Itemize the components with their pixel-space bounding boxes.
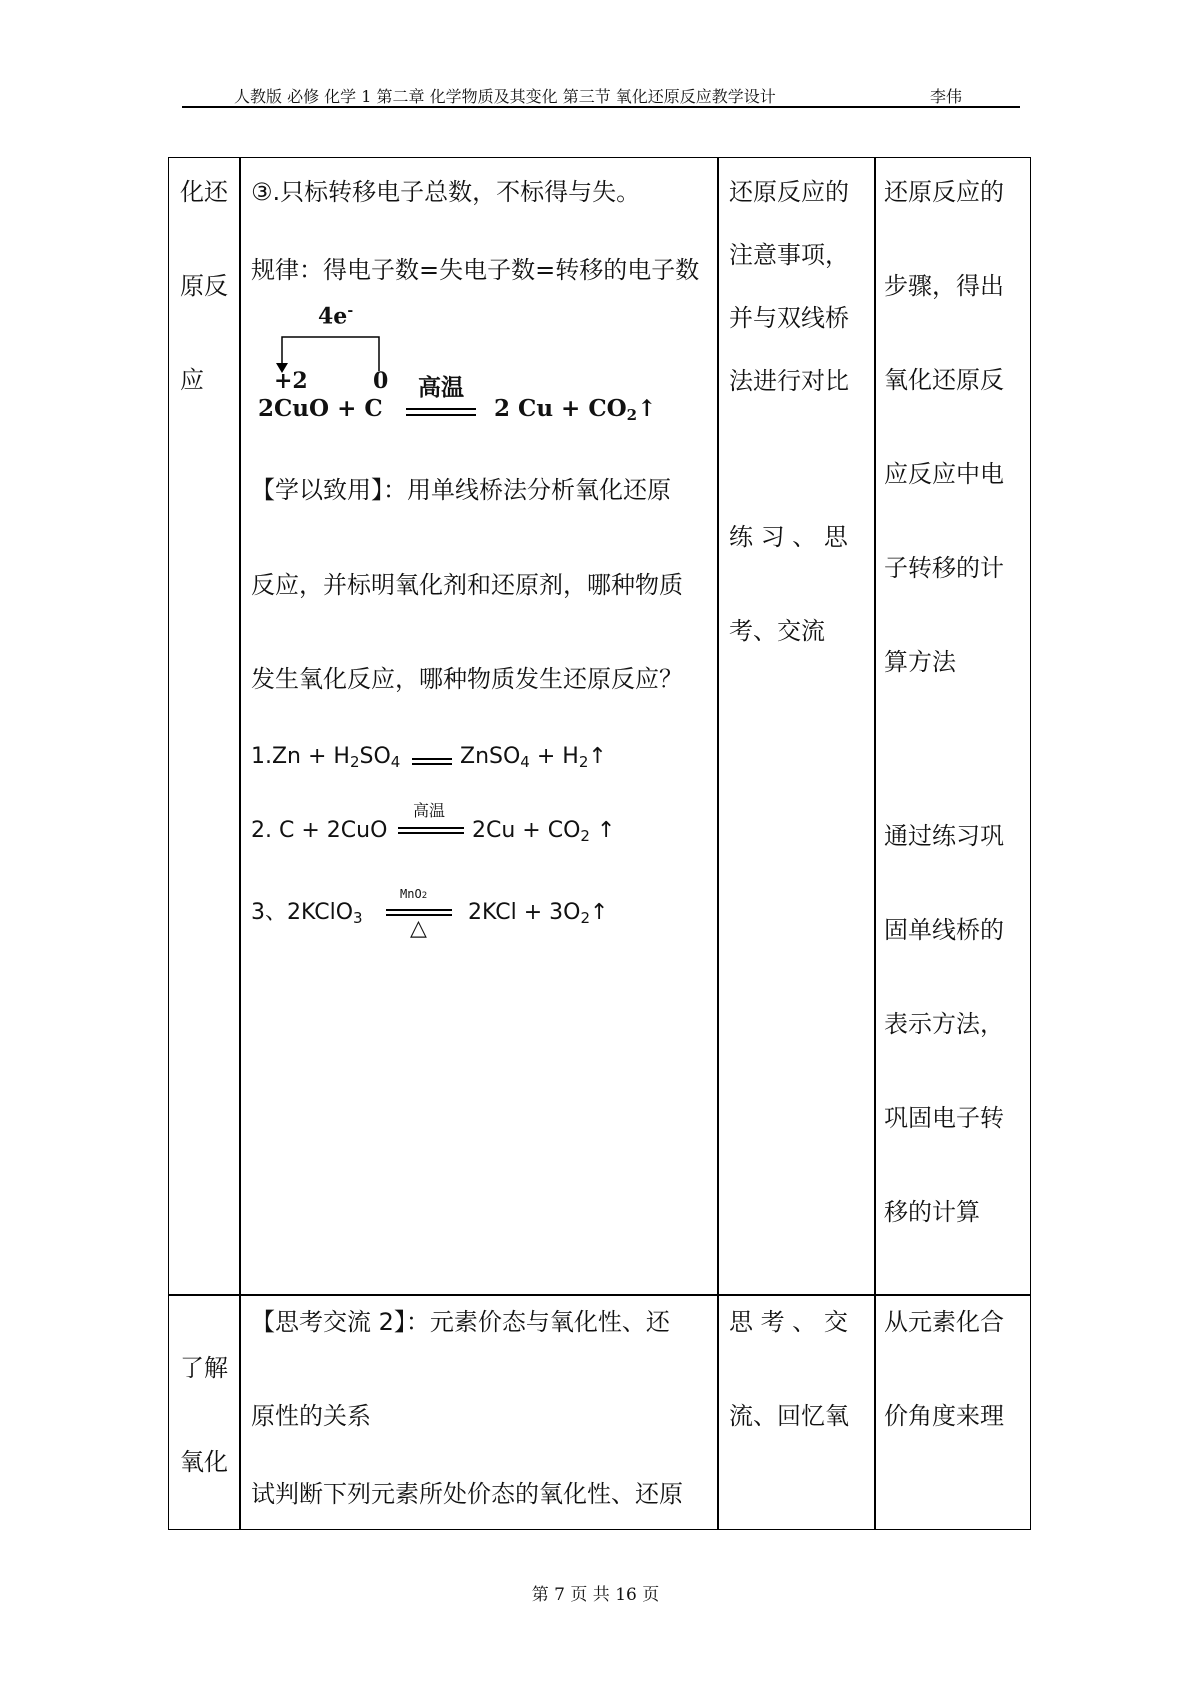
student-activity: 练 习 、 思 xyxy=(729,523,848,551)
discussion-prompt: 试判断下列元素所处价态的氧化性、还原 xyxy=(251,1480,683,1508)
equals-line xyxy=(398,827,464,829)
equals-line xyxy=(406,414,476,416)
student-activity: 考、交流 xyxy=(729,617,825,645)
oxidation-state-c: 0 xyxy=(373,368,389,394)
col-divider-1 xyxy=(239,157,241,1530)
reactants: 2CuO + C xyxy=(258,395,383,422)
electron-count: 4e- xyxy=(318,303,354,330)
equation-1-rhs: ZnSO$_4$ + $H_2↑$ xyxy=(460,744,607,771)
rule-text: ③.只标转移电子总数，不标得与失。 xyxy=(251,178,641,206)
design-intent: 步骤，得出 xyxy=(884,272,1004,300)
col-divider-2 xyxy=(717,157,719,1530)
equals-line xyxy=(398,832,464,834)
catalyst: MnO2 xyxy=(400,887,428,901)
design-intent: 通过练习巩 xyxy=(884,822,1004,850)
law-text: 规律：得电子数=失电子数=转移的电子数 xyxy=(251,256,700,284)
student-activity: 法进行对比 xyxy=(729,367,849,395)
equals-line xyxy=(386,909,452,911)
discussion-prompt: 【思考交流 2】：元素价态与氧化性、还 xyxy=(251,1308,670,1336)
equation-3-rhs: $2KCl + 3O_2↑$ xyxy=(468,900,609,927)
design-intent: 还原反应的 xyxy=(884,178,1004,206)
stage-label: 了解 xyxy=(180,1354,228,1382)
design-intent: 表示方法， xyxy=(884,1010,1004,1038)
equals-line xyxy=(406,408,476,410)
design-intent: 算方法 xyxy=(884,648,956,676)
design-intent: 子转移的计 xyxy=(884,554,1004,582)
header-title: 人教版 必修 化学 1 第二章 化学物质及其变化 第三节 氧化还原反应教学设计 xyxy=(234,87,776,106)
equation-2-rhs: $2Cu + CO_2$ ↑ xyxy=(472,818,616,845)
equation-2-lhs: 2. C + 2CuO xyxy=(251,818,388,843)
equation-1-lhs: $1.Zn + H_2SO_4$ xyxy=(251,744,401,771)
design-intent: 巩固电子转 xyxy=(884,1104,1004,1132)
design-intent: 氧化还原反 xyxy=(884,366,1004,394)
design-intent: 从元素化合 xyxy=(884,1308,1004,1336)
page-footer: 第 7 页 共 16 页 xyxy=(531,1585,660,1605)
design-intent: 固单线桥的 xyxy=(884,916,1004,944)
equals-line xyxy=(412,763,452,765)
student-activity: 并与双线桥 xyxy=(729,304,849,332)
reaction-condition: 高温 xyxy=(413,801,446,820)
header-author: 李伟 xyxy=(930,87,963,106)
design-intent: 价角度来理 xyxy=(884,1402,1004,1430)
stage-label: 化还 xyxy=(180,178,228,206)
oxidation-state-cu: +2 xyxy=(274,368,308,394)
reaction-condition: 高温 xyxy=(418,374,464,401)
student-activity: 注意事项， xyxy=(729,241,849,269)
design-intent: 移的计算 xyxy=(884,1198,980,1226)
exercise-prompt: 发生氧化反应，哪种物质发生还原反应？ xyxy=(251,665,683,693)
products: 2 $Cu + CO_2↑$ xyxy=(494,395,657,424)
stage-label: 氧化 xyxy=(180,1448,228,1476)
row-divider xyxy=(168,1294,1031,1296)
student-activity: 还原反应的 xyxy=(729,178,849,206)
exercise-prompt: 【学以致用】：用单线桥法分析氧化还原 xyxy=(251,476,671,504)
student-activity: 流、回忆氧 xyxy=(729,1402,849,1430)
page-header xyxy=(182,84,1020,108)
discussion-prompt: 原性的关系 xyxy=(251,1402,371,1430)
col-divider-3 xyxy=(874,157,876,1530)
equals-line xyxy=(412,758,452,760)
equation-3-lhs: 3、2KClO$_3$ xyxy=(251,900,363,927)
student-activity: 思 考 、 交 xyxy=(729,1308,848,1336)
exercise-prompt: 反应，并标明氧化剂和还原剂，哪种物质 xyxy=(251,571,683,599)
heat-icon: △ xyxy=(410,916,427,941)
stage-label: 应 xyxy=(180,366,204,394)
design-intent: 应反应中电 xyxy=(884,460,1004,488)
stage-label: 原反 xyxy=(180,272,228,300)
